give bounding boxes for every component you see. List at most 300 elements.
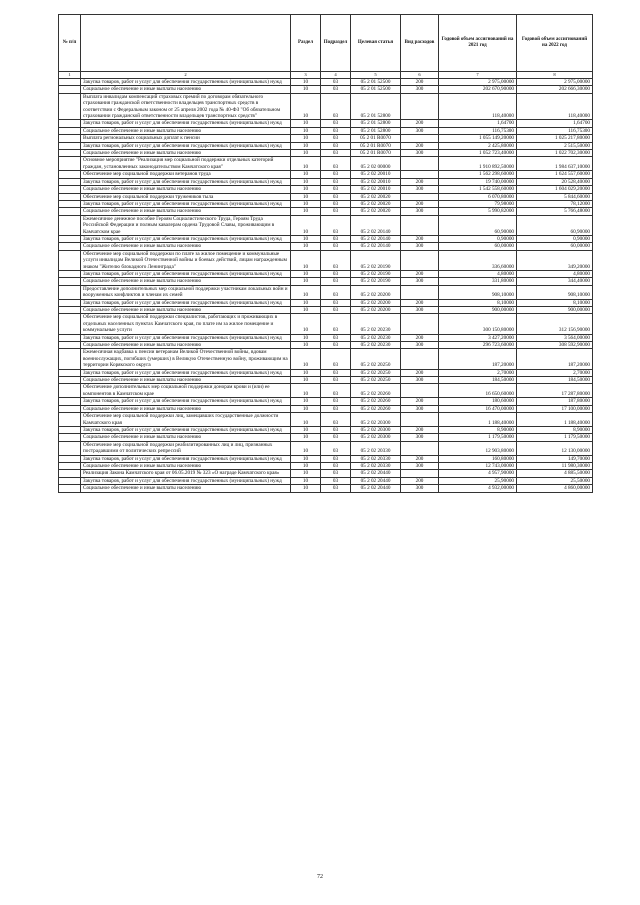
header-name — [81, 15, 291, 72]
row-target-cell: 05 2 02 20010 — [351, 178, 401, 185]
row-name-cell: Обеспечение дополнительных мер социальной поддержки донорам крови и (или) ее компонентов в Камчатском крае — [81, 384, 291, 398]
row-2022-cell: 8,10000 — [517, 299, 593, 306]
row-number-cell — [59, 157, 81, 171]
row-target-cell: 05 2 02 20190 — [351, 278, 401, 285]
row-vid-cell: 200 — [401, 142, 439, 149]
table-row — [59, 470, 593, 477]
row-name-cell: Закупка товаров, работ и услуг для обеспечения государственных (муниципальных) нужд — [81, 398, 291, 405]
row-2021-cell: 296 723,60000 — [439, 342, 517, 349]
row-target-cell: 05 2 02 20190 — [351, 270, 401, 277]
index-cell: 4 — [321, 72, 351, 79]
table-row — [59, 120, 593, 127]
row-vid-cell: 200 — [401, 426, 439, 433]
row-number-cell — [59, 127, 81, 134]
row-razdel-cell: 10 — [291, 334, 321, 341]
row-name-cell: Социальное обеспечение и иные выплаты населению — [81, 377, 291, 384]
row-target-cell: 05 2 02 20020 — [351, 193, 401, 200]
row-2021-cell: 1,64700 — [439, 120, 517, 127]
row-podrazdel-cell: 03 — [321, 157, 351, 171]
row-vid-cell — [401, 384, 439, 398]
row-2022-cell: 60,90000 — [517, 215, 593, 235]
row-podrazdel-cell: 03 — [321, 434, 351, 441]
table-row — [59, 349, 593, 369]
row-2022-cell: 5 844,60000 — [517, 193, 593, 200]
row-2022-cell: 1 188,40000 — [517, 413, 593, 427]
table-row — [59, 314, 593, 334]
row-razdel-cell: 10 — [291, 208, 321, 215]
table-row — [59, 127, 593, 134]
row-number-cell — [59, 79, 81, 86]
row-vid-cell: 300 — [401, 485, 439, 492]
row-podrazdel-cell: 03 — [321, 299, 351, 306]
row-2022-cell: 25,50000 — [517, 477, 593, 484]
row-2022-cell: 1 022 702,30000 — [517, 150, 593, 157]
row-2021-cell: 908,10000 — [439, 285, 517, 299]
row-number-cell — [59, 299, 81, 306]
row-podrazdel-cell: 03 — [321, 398, 351, 405]
row-2021-cell: 116,75300 — [439, 127, 517, 134]
row-razdel-cell: 10 — [291, 200, 321, 207]
header-vid: Вид расходов — [401, 15, 439, 72]
row-target-cell: 05 2 02 20020 — [351, 200, 401, 207]
table-row — [59, 235, 593, 242]
row-target-cell: 05 2 02 20200 — [351, 307, 401, 314]
row-vid-cell: 300 — [401, 377, 439, 384]
row-name-cell: Выплата инвалидам компенсаций страховых премий по договорам обязательного страхования гражданской ответственности владельцев транспортных средств в соответствии с Федеральным законом от 25 апреля 2002 года № 40-ФЗ "Об обязательном страховании гражданской ответственности владельцев транспортных средств" — [81, 93, 291, 120]
row-2022-cell: 187,20000 — [517, 349, 593, 369]
row-2022-cell: 1 624 557,60000 — [517, 171, 593, 178]
row-target-cell: 05 2 02 20230 — [351, 314, 401, 334]
row-number-cell — [59, 150, 81, 157]
table-row — [59, 215, 593, 235]
row-number-cell — [59, 384, 81, 398]
row-podrazdel-cell: 03 — [321, 93, 351, 120]
budget-table-page — [58, 14, 592, 493]
row-name-cell: Социальное обеспечение и иные выплаты населению — [81, 86, 291, 93]
index-cell: 6 — [401, 72, 439, 79]
row-razdel-cell: 10 — [291, 127, 321, 134]
row-2021-cell: 202 670,90000 — [439, 86, 517, 93]
row-vid-cell — [401, 171, 439, 178]
row-number-cell — [59, 200, 81, 207]
row-2021-cell: 12 743,00000 — [439, 462, 517, 469]
row-2021-cell: 3 427,20000 — [439, 334, 517, 341]
row-podrazdel-cell: 03 — [321, 178, 351, 185]
row-number-cell — [59, 142, 81, 149]
table-row — [59, 208, 593, 215]
row-target-cell: 05 2 02 20230 — [351, 334, 401, 341]
row-name-cell: Закупка товаров, работ и услуг для обеспечения государственных (муниципальных) нужд — [81, 369, 291, 376]
row-number-cell — [59, 243, 81, 250]
row-target-cell: 05 2 02 20330 — [351, 462, 401, 469]
row-2022-cell: 2 515,50000 — [517, 142, 593, 149]
row-vid-cell — [401, 285, 439, 299]
index-cell: 5 — [351, 72, 401, 79]
row-vid-cell: 200 — [401, 120, 439, 127]
index-cell: 1 — [59, 72, 81, 79]
row-razdel-cell: 10 — [291, 79, 321, 86]
row-name-cell: Социальное обеспечение и иные выплаты населению — [81, 307, 291, 314]
row-podrazdel-cell: 03 — [321, 369, 351, 376]
row-2022-cell: 11 980,30000 — [517, 462, 593, 469]
table-row — [59, 299, 593, 306]
row-vid-cell — [401, 215, 439, 235]
row-number-cell — [59, 250, 81, 270]
row-2021-cell: 60,90000 — [439, 215, 517, 235]
row-vid-cell: 300 — [401, 186, 439, 193]
row-vid-cell: 200 — [401, 200, 439, 207]
row-target-cell: 05 2 02 20250 — [351, 349, 401, 369]
row-2021-cell: 900,00000 — [439, 307, 517, 314]
row-number-cell — [59, 278, 81, 285]
row-target-cell: 05 2 01 52800 — [351, 93, 401, 120]
row-razdel-cell: 10 — [291, 434, 321, 441]
row-vid-cell: 200 — [401, 477, 439, 484]
row-podrazdel-cell: 03 — [321, 455, 351, 462]
row-vid-cell — [401, 441, 439, 455]
row-podrazdel-cell: 03 — [321, 278, 351, 285]
row-2022-cell: 4 885,50000 — [517, 470, 593, 477]
row-razdel-cell: 10 — [291, 485, 321, 492]
header-num: № п/п — [59, 15, 81, 72]
table-row — [59, 93, 593, 120]
row-vid-cell — [401, 250, 439, 270]
row-podrazdel-cell: 03 — [321, 314, 351, 334]
row-2022-cell: 78,12000 — [517, 200, 593, 207]
row-razdel-cell: 10 — [291, 299, 321, 306]
row-razdel-cell: 10 — [291, 349, 321, 369]
row-razdel-cell: 10 — [291, 86, 321, 93]
row-number-cell — [59, 186, 81, 193]
row-number-cell — [59, 434, 81, 441]
row-podrazdel-cell: 03 — [321, 150, 351, 157]
row-target-cell: 05 2 02 20010 — [351, 186, 401, 193]
row-vid-cell: 200 — [401, 334, 439, 341]
row-podrazdel-cell: 03 — [321, 384, 351, 398]
row-number-cell — [59, 270, 81, 277]
row-number-cell — [59, 307, 81, 314]
row-target-cell: 05 2 01 52500 — [351, 86, 401, 93]
row-razdel-cell: 10 — [291, 455, 321, 462]
row-number-cell — [59, 413, 81, 427]
row-2021-cell: 2,70000 — [439, 369, 517, 376]
row-2022-cell: 5 766,48000 — [517, 208, 593, 215]
row-name-cell: Обеспечение мер социальной поддержки лиц, замещавших государственные должности Камчатского края — [81, 413, 291, 427]
row-podrazdel-cell: 03 — [321, 349, 351, 369]
row-podrazdel-cell: 03 — [321, 215, 351, 235]
row-2022-cell: 2,70000 — [517, 369, 593, 376]
row-2022-cell: 8,90000 — [517, 426, 593, 433]
row-name-cell: Обеспечение мер социальной поддержки тружеников тыла — [81, 193, 291, 200]
row-2021-cell: 331,80000 — [439, 278, 517, 285]
row-2022-cell: 0,90000 — [517, 235, 593, 242]
table-row — [59, 462, 593, 469]
table-row — [59, 178, 593, 185]
row-vid-cell: 300 — [401, 462, 439, 469]
row-number-cell — [59, 334, 81, 341]
row-podrazdel-cell: 03 — [321, 235, 351, 242]
row-podrazdel-cell: 03 — [321, 135, 351, 142]
row-razdel-cell: 10 — [291, 142, 321, 149]
table-row — [59, 377, 593, 384]
row-podrazdel-cell: 03 — [321, 200, 351, 207]
row-podrazdel-cell: 03 — [321, 441, 351, 455]
row-vid-cell: 300 — [401, 278, 439, 285]
row-target-cell: 05 2 02 00000 — [351, 157, 401, 171]
row-razdel-cell: 10 — [291, 398, 321, 405]
row-number-cell — [59, 178, 81, 185]
row-number-cell — [59, 485, 81, 492]
header-2022: Годовой объем ассигнований на 2022 год — [517, 15, 593, 72]
row-number-cell — [59, 342, 81, 349]
row-razdel-cell: 10 — [291, 270, 321, 277]
row-name-cell: Закупка товаров, работ и услуг для обеспечения государственных (муниципальных) нужд — [81, 142, 291, 149]
row-2021-cell: 4 957,90000 — [439, 470, 517, 477]
row-target-cell: 05 2 02 20020 — [351, 208, 401, 215]
row-razdel-cell: 10 — [291, 171, 321, 178]
row-target-cell: 05 2 02 20330 — [351, 455, 401, 462]
row-2021-cell: 0,90000 — [439, 235, 517, 242]
row-target-cell: 05 2 01 52500 — [351, 79, 401, 86]
row-2021-cell: 60,00000 — [439, 243, 517, 250]
row-vid-cell: 200 — [401, 398, 439, 405]
row-razdel-cell: 10 — [291, 377, 321, 384]
row-target-cell: 05 2 01 52800 — [351, 120, 401, 127]
row-vid-cell — [401, 135, 439, 142]
row-target-cell: 05 2 02 20140 — [351, 243, 401, 250]
row-name-cell: Закупка товаров, работ и услуг для обеспечения государственных (муниципальных) нужд — [81, 455, 291, 462]
row-2021-cell: 16 650,60000 — [439, 384, 517, 398]
row-2021-cell: 4,80000 — [439, 270, 517, 277]
table-row — [59, 79, 593, 86]
row-name-cell: Социальное обеспечение и иные выплаты населению — [81, 342, 291, 349]
row-vid-cell: 300 — [401, 86, 439, 93]
row-name-cell: Социальное обеспечение и иные выплаты населению — [81, 462, 291, 469]
row-2022-cell: 4 860,00000 — [517, 485, 593, 492]
header-2021: Годовой объем ассигнований на 2021 год — [439, 15, 517, 72]
row-number-cell — [59, 441, 81, 455]
row-razdel-cell: 10 — [291, 462, 321, 469]
row-podrazdel-cell: 03 — [321, 462, 351, 469]
row-number-cell — [59, 462, 81, 469]
row-2022-cell: 2 975,00000 — [517, 79, 593, 86]
row-2022-cell: 344,40000 — [517, 278, 593, 285]
row-target-cell: 05 2 02 20230 — [351, 342, 401, 349]
row-number-cell — [59, 314, 81, 334]
row-target-cell: 05 2 02 20440 — [351, 470, 401, 477]
table-row — [59, 135, 593, 142]
row-2022-cell: 20 528,40000 — [517, 178, 593, 185]
row-name-cell: Закупка товаров, работ и услуг для обеспечения государственных (муниципальных) нужд — [81, 299, 291, 306]
row-name-cell: Закупка товаров, работ и услуг для обеспечения государственных (муниципальных) нужд — [81, 200, 291, 207]
row-number-cell — [59, 377, 81, 384]
row-2021-cell: 184,50000 — [439, 377, 517, 384]
row-podrazdel-cell: 03 — [321, 477, 351, 484]
row-2021-cell: 1 562 298,60000 — [439, 171, 517, 178]
table-row — [59, 369, 593, 376]
row-podrazdel-cell: 03 — [321, 208, 351, 215]
row-vid-cell — [401, 193, 439, 200]
row-razdel-cell: 10 — [291, 193, 321, 200]
row-vid-cell: 200 — [401, 299, 439, 306]
row-2021-cell: 1 179,50000 — [439, 434, 517, 441]
row-2021-cell: 25,90000 — [439, 477, 517, 484]
row-number-cell — [59, 135, 81, 142]
row-number-cell — [59, 93, 81, 120]
row-vid-cell: 200 — [401, 235, 439, 242]
row-razdel-cell: 10 — [291, 150, 321, 157]
row-vid-cell: 300 — [401, 208, 439, 215]
row-vid-cell: 300 — [401, 405, 439, 412]
row-target-cell: 05 2 01 R0070 — [351, 142, 401, 149]
row-razdel-cell: 10 — [291, 342, 321, 349]
row-target-cell: 05 2 02 20300 — [351, 434, 401, 441]
row-target-cell: 05 2 02 20250 — [351, 369, 401, 376]
row-razdel-cell: 10 — [291, 470, 321, 477]
header-target: Целевая статья — [351, 15, 401, 72]
row-number-cell — [59, 426, 81, 433]
table-row — [59, 477, 593, 484]
table-row — [59, 434, 593, 441]
row-razdel-cell: 10 — [291, 477, 321, 484]
row-2022-cell: 202 666,30000 — [517, 86, 593, 93]
row-2021-cell: 2 975,00000 — [439, 79, 517, 86]
row-2021-cell: 1 542 558,60000 — [439, 186, 517, 193]
row-number-cell — [59, 455, 81, 462]
table-row — [59, 334, 593, 341]
table-row — [59, 342, 593, 349]
row-razdel-cell: 10 — [291, 278, 321, 285]
row-number-cell — [59, 369, 81, 376]
row-vid-cell — [401, 413, 439, 427]
row-podrazdel-cell: 03 — [321, 186, 351, 193]
row-razdel-cell: 10 — [291, 426, 321, 433]
row-razdel-cell: 10 — [291, 369, 321, 376]
row-target-cell: 05 2 01 R0070 — [351, 150, 401, 157]
row-name-cell: Социальное обеспечение и иные выплаты населению — [81, 434, 291, 441]
row-vid-cell: 200 — [401, 178, 439, 185]
table-row — [59, 270, 593, 277]
row-2022-cell: 900,00000 — [517, 307, 593, 314]
row-2021-cell: 187,20000 — [439, 349, 517, 369]
row-2022-cell: 312 156,90000 — [517, 314, 593, 334]
row-number-cell — [59, 285, 81, 299]
index-cell: 7 — [439, 72, 517, 79]
row-2021-cell: 336,60000 — [439, 250, 517, 270]
row-name-cell: Выплата региональных социальных доплат к пенсии — [81, 135, 291, 142]
row-target-cell: 05 2 01 52800 — [351, 127, 401, 134]
row-target-cell: 05 2 02 20260 — [351, 405, 401, 412]
row-razdel-cell: 10 — [291, 250, 321, 270]
row-2021-cell: 8,10000 — [439, 299, 517, 306]
table-row — [59, 171, 593, 178]
row-vid-cell: 200 — [401, 79, 439, 86]
row-2021-cell: 6 070,80000 — [439, 193, 517, 200]
row-razdel-cell: 10 — [291, 178, 321, 185]
row-name-cell: Обеспечение мер социальной поддержки специалистов, работающих и проживающих в отдельных населенных пунктах Камчатского края, по плате им за жилое помещение и коммунальные услуги — [81, 314, 291, 334]
row-2022-cell: 184,50000 — [517, 377, 593, 384]
table-row — [59, 455, 593, 462]
row-razdel-cell: 10 — [291, 441, 321, 455]
row-number-cell — [59, 349, 81, 369]
row-name-cell: Социальное обеспечение и иные выплаты населению — [81, 208, 291, 215]
row-2021-cell: 118,40000 — [439, 93, 517, 120]
table-row — [59, 285, 593, 299]
row-name-cell: Закупка товаров, работ и услуг для обеспечения государственных (муниципальных) нужд — [81, 178, 291, 185]
row-2021-cell: 300 150,80000 — [439, 314, 517, 334]
row-vid-cell: 200 — [401, 455, 439, 462]
table-row — [59, 405, 593, 412]
row-number-cell — [59, 86, 81, 93]
row-name-cell: Реализация Закона Камчатского края от 06.05.2019 № 323 «О награде Камчатского края» — [81, 470, 291, 477]
row-number-cell — [59, 208, 81, 215]
table-row — [59, 186, 593, 193]
row-razdel-cell: 10 — [291, 314, 321, 334]
row-2021-cell: 4 932,00000 — [439, 485, 517, 492]
row-2021-cell: 1 910 892,50000 — [439, 157, 517, 171]
header-razdel: Раздел — [291, 15, 321, 72]
row-name-cell: Закупка товаров, работ и услуг для обеспечения государственных (муниципальных) нужд — [81, 120, 291, 127]
row-target-cell: 05 2 02 20440 — [351, 477, 401, 484]
row-name-cell: Социальное обеспечение и иные выплаты населению — [81, 243, 291, 250]
row-podrazdel-cell: 03 — [321, 307, 351, 314]
index-cell: 2 — [81, 72, 291, 79]
row-name-cell: Основное мероприятие "Реализация мер социальной поддержки отдельных категорий граждан, установленных законодательством Камчатского края" — [81, 157, 291, 171]
index-cell: 3 — [291, 72, 321, 79]
table-row — [59, 441, 593, 455]
row-target-cell: 05 2 02 20330 — [351, 441, 401, 455]
row-2021-cell: 1 188,40000 — [439, 413, 517, 427]
row-name-cell: Социальное обеспечение и иные выплаты населению — [81, 127, 291, 134]
row-number-cell — [59, 235, 81, 242]
row-2022-cell: 17 100,00000 — [517, 405, 593, 412]
budget-table — [58, 14, 593, 493]
row-podrazdel-cell: 03 — [321, 485, 351, 492]
row-name-cell: Закупка товаров, работ и услуг для обеспечения государственных (муниципальных) нужд — [81, 270, 291, 277]
row-number-cell — [59, 171, 81, 178]
row-razdel-cell: 10 — [291, 186, 321, 193]
row-2022-cell: 349,20000 — [517, 250, 593, 270]
row-target-cell: 05 2 02 20300 — [351, 413, 401, 427]
row-podrazdel-cell: 03 — [321, 405, 351, 412]
row-podrazdel-cell: 03 — [321, 334, 351, 341]
row-name-cell: Социальное обеспечение и иные выплаты населению — [81, 186, 291, 193]
row-razdel-cell: 10 — [291, 405, 321, 412]
row-2022-cell: 118,40000 — [517, 93, 593, 120]
row-target-cell: 05 2 02 20250 — [351, 377, 401, 384]
row-vid-cell — [401, 470, 439, 477]
table-row — [59, 157, 593, 171]
row-podrazdel-cell: 03 — [321, 142, 351, 149]
row-target-cell: 05 2 02 20200 — [351, 299, 401, 306]
row-razdel-cell: 10 — [291, 243, 321, 250]
row-2022-cell: 1,64700 — [517, 120, 593, 127]
row-2021-cell: 1 055 149,20000 — [439, 135, 517, 142]
table-row — [59, 278, 593, 285]
row-name-cell: Закупка товаров, работ и услуг для обеспечения государственных (муниципальных) нужд — [81, 477, 291, 484]
row-razdel-cell: 10 — [291, 307, 321, 314]
table-row — [59, 384, 593, 398]
row-razdel-cell: 10 — [291, 384, 321, 398]
row-name-cell: Закупка товаров, работ и услуг для обеспечения государственных (муниципальных) нужд — [81, 426, 291, 433]
row-podrazdel-cell: 03 — [321, 79, 351, 86]
row-podrazdel-cell: 03 — [321, 426, 351, 433]
row-razdel-cell: 10 — [291, 215, 321, 235]
row-2022-cell: 308 592,90000 — [517, 342, 593, 349]
row-number-cell — [59, 193, 81, 200]
row-2021-cell: 1 052 723,40000 — [439, 150, 517, 157]
row-vid-cell: 300 — [401, 127, 439, 134]
